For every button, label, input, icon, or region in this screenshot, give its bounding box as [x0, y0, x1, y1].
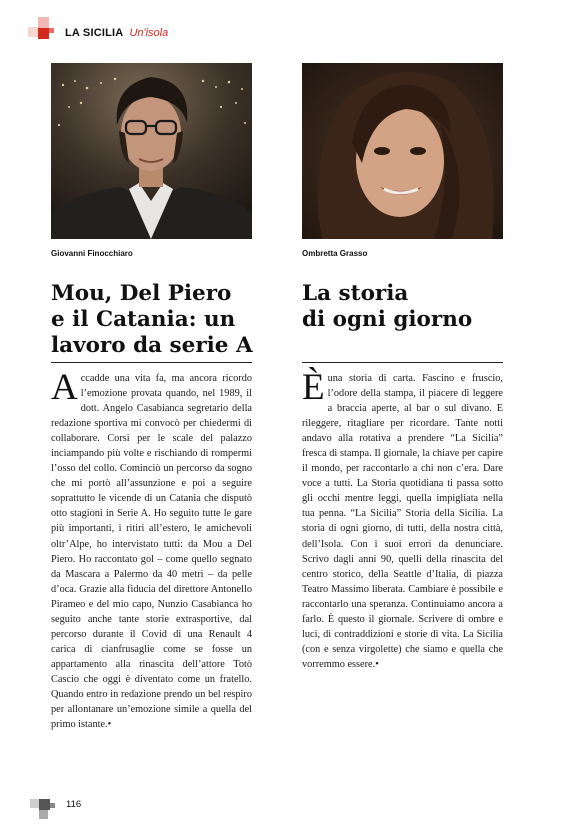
dropcap-left: A: [51, 367, 78, 408]
divider-right: [302, 362, 503, 363]
article-text-left: ccadde una vita fa, ma ancora ricordo l’emozione provata quando, nel 1989, il dott. Angelo Casabianca segretario della redazione sportiva mi convocò per chiedermi di collaborare. Corsi per le scale del palazzo inciampando più volte e rischiando di rompermi l’osso del collo. Cominciò un percorso da sogno che mi portò all’assunzione e poi a seguire soprattutto le vicende di un Catania che disputò otto stagioni in Serie A. Ho seguito tutte le gare più importanti, i ritiri all’estero, le amichevoli oltr’Alpe, ho intervistato tutti: da Mou a Del Piero. Ho raccontato gol – come quello segnato da Mascara a Palermo da 40 metri – da pelle d’oca. Grazie alla fiducia del direttore Antonello Pirameo e del mio capo, Nunzio Casabianca ho seguito anche tante storie extrasportive, dal percorso durante il Covid di una Renault 4 carica di cianfrusaglie come se fosse un appartamento alla rinascita dell’attore Totò Cascio che oggi è diventato come un fratello. Quando entro in redazione prendo un bel respiro per allontanare un’emozione simile a quella del primo istante.•: [51, 373, 252, 731]
divider-left: [51, 362, 252, 363]
brand-name: LA SICILIA: [65, 27, 124, 39]
headline-left: [51, 281, 261, 359]
photo-caption-right: Ombretta Grasso: [302, 249, 368, 258]
headline-left-line-2: e il Catania: un: [51, 307, 236, 332]
headline-right-line-1: La storia: [302, 281, 409, 306]
headline-left-line-1: Mou, Del Piero: [51, 281, 232, 306]
section-tagline: Un'isola: [129, 27, 169, 39]
page-header: [65, 27, 168, 39]
dropcap-right: È: [302, 367, 325, 408]
article-text-right: una storia di carta. Fascino e fruscio, l’odore della stampa, il piacere di leggere a braccia aperte, al bar o sul divano. E rileggere, ritagliare per ricordare. Tante notti andavo alla rotativa a prendere “La Sicilia” fresca di stampa. Il giornale, la chiave per capire il mondo, per raccontarlo a chi non c’era. Dare voce a tutti. La Storia quotidiana ti passa sotto gli occhi mentre leggi, quella impigliata nella tua penna. “La Sicilia” Storia della Sicilia. La storia di ogni giorno, di tutti, della nostra città, dell’Isola. Con i suoi errori da denunciare. Scrivo dagli anni 90, quelli della rinascita del centro storico, della Seattle d’Italia, di piazza Teatro Massimo liberata. Cambiare è possibile e raccontarlo una speranza. Continuiamo ancora a farlo. È questo il giornale. Scrivere di ombre e luci, di contraddizioni e storie di vita. La Sicilia (con e senza virgolette) che siamo e quella che vorremmo essere.•: [302, 373, 503, 670]
photo-caption-left: Giovanni Finocchiaro: [51, 249, 133, 258]
headline-right: [302, 281, 512, 333]
article-body-left: [51, 367, 252, 732]
article-body-right: [302, 367, 503, 672]
headline-left-line-3: lavoro da serie A: [51, 333, 253, 358]
portrait-photo-right: [302, 63, 503, 239]
headline-right-line-2: di ogni giorno: [302, 307, 473, 332]
portrait-photo-left: [51, 63, 252, 239]
page-number: 116: [66, 799, 82, 810]
